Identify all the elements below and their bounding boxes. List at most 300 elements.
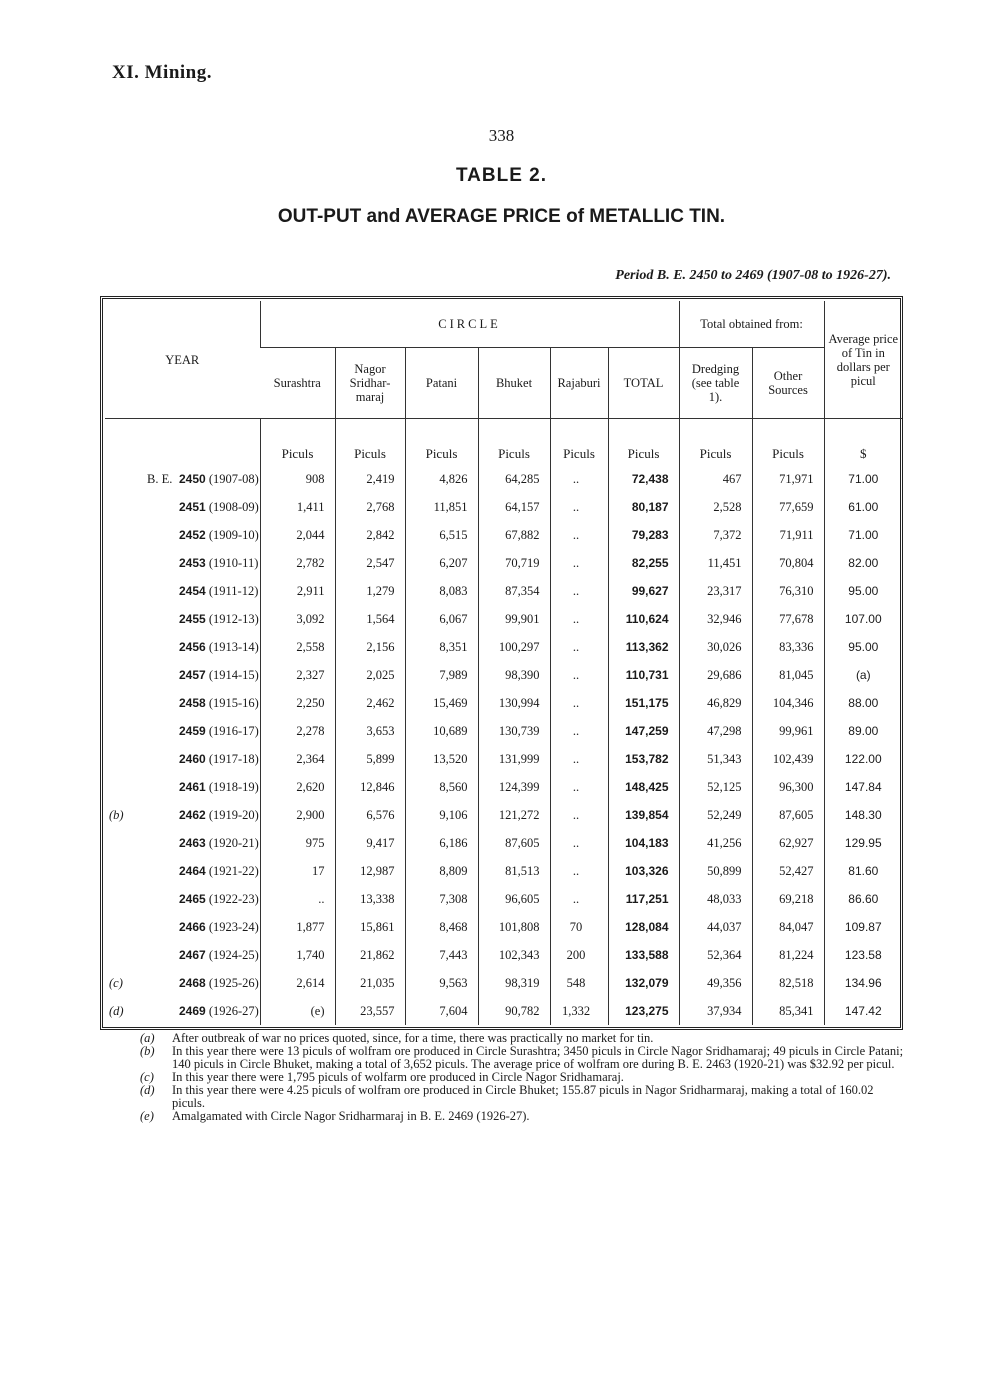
dredging-cell: 52,125: [679, 773, 752, 801]
table-title: OUT-PUT and AVERAGE PRICE of METALLIC TIN.: [277, 206, 726, 227]
table-row: [105, 913, 902, 941]
nagor-cell: 12,846: [335, 773, 405, 801]
surashtra-cell: 17: [260, 857, 335, 885]
table-row: [105, 465, 902, 493]
footnote-label: (a): [140, 1031, 155, 1045]
dredging-cell: 52,249: [679, 801, 752, 829]
header-total-obtained: Total obtained from:: [679, 301, 824, 348]
patani-cell: 8,351: [405, 633, 478, 661]
surashtra-cell: 3,092: [260, 605, 335, 633]
other-sources-cell: 71,971: [752, 465, 824, 493]
patani-cell: 8,468: [405, 913, 478, 941]
nagor-cell: 9,417: [335, 829, 405, 857]
rajaburi-cell: ..: [550, 605, 608, 633]
bhuket-cell: 67,882: [478, 521, 550, 549]
ce-period: (1917-18): [208, 751, 259, 766]
tin-output-table-frame: [100, 296, 903, 1030]
other-sources-cell: 87,605: [752, 801, 824, 829]
nagor-cell: 2,547: [335, 549, 405, 577]
rajaburi-cell: 1,332: [550, 997, 608, 1025]
nagor-cell: 2,419: [335, 465, 405, 493]
table-row: [105, 577, 902, 605]
total-cell: 72,438: [608, 465, 679, 493]
year-cell: [105, 829, 260, 857]
be-year: 2468: [179, 975, 206, 990]
dredging-cell: 37,934: [679, 997, 752, 1025]
other-sources-cell: 85,341: [752, 997, 824, 1025]
other-sources-cell: 52,427: [752, 857, 824, 885]
surashtra-cell: 2,278: [260, 717, 335, 745]
ce-period: (1918-19): [208, 779, 259, 794]
surashtra-cell: (e): [260, 997, 335, 1025]
year-cell: [105, 857, 260, 885]
surashtra-cell: 2,911: [260, 577, 335, 605]
rajaburi-cell: ..: [550, 857, 608, 885]
bhuket-cell: 90,782: [478, 997, 550, 1025]
be-year: 2452: [179, 527, 206, 542]
patani-cell: 9,106: [405, 801, 478, 829]
era-label: B. E.: [147, 471, 173, 486]
table-row: [105, 997, 902, 1025]
total-cell: 128,084: [608, 913, 679, 941]
year-cell: [105, 801, 260, 829]
average-price-cell: 95.00: [824, 633, 902, 661]
page-number: 338: [488, 126, 515, 145]
dredging-cell: 52,364: [679, 941, 752, 969]
ce-period: (1910-11): [208, 555, 259, 570]
bhuket-cell: 64,285: [478, 465, 550, 493]
unit-label: Piculs: [679, 419, 752, 466]
other-sources-cell: 96,300: [752, 773, 824, 801]
surashtra-cell: 975: [260, 829, 335, 857]
be-year: 2455: [179, 611, 206, 626]
be-year: 2465: [179, 891, 206, 906]
surashtra-cell: 2,614: [260, 969, 335, 997]
unit-label: Piculs: [752, 419, 824, 466]
total-cell: 79,283: [608, 521, 679, 549]
rajaburi-cell: ..: [550, 521, 608, 549]
row-note-mark: (d): [109, 1003, 124, 1018]
dredging-cell: 46,829: [679, 689, 752, 717]
be-year: 2467: [179, 947, 206, 962]
bhuket-cell: 101,808: [478, 913, 550, 941]
patani-cell: 8,083: [405, 577, 478, 605]
patani-cell: 13,520: [405, 745, 478, 773]
bhuket-cell: 81,513: [478, 857, 550, 885]
ce-period: (1922-23): [208, 891, 259, 906]
nagor-cell: 5,899: [335, 745, 405, 773]
dredging-cell: 44,037: [679, 913, 752, 941]
surashtra-cell: 908: [260, 465, 335, 493]
row-note-mark: (b): [109, 807, 124, 822]
year-cell: [105, 689, 260, 717]
unit-label: Piculs: [405, 419, 478, 466]
footnote-label: (c): [140, 1070, 154, 1084]
patani-cell: 8,809: [405, 857, 478, 885]
surashtra-cell: 2,364: [260, 745, 335, 773]
patani-cell: 7,989: [405, 661, 478, 689]
surashtra-cell: 2,327: [260, 661, 335, 689]
unit-label: $: [824, 419, 902, 466]
table-body: [105, 465, 902, 1025]
other-sources-cell: 70,804: [752, 549, 824, 577]
patani-cell: 6,207: [405, 549, 478, 577]
average-price-cell: 81.60: [824, 857, 902, 885]
nagor-cell: 2,156: [335, 633, 405, 661]
surashtra-cell: 2,620: [260, 773, 335, 801]
surashtra-cell: 1,740: [260, 941, 335, 969]
rajaburi-cell: ..: [550, 633, 608, 661]
be-year: 2466: [179, 919, 206, 934]
surashtra-cell: 1,877: [260, 913, 335, 941]
patani-cell: 7,604: [405, 997, 478, 1025]
nagor-cell: 21,035: [335, 969, 405, 997]
bhuket-cell: 130,994: [478, 689, 550, 717]
rajaburi-cell: ..: [550, 801, 608, 829]
nagor-cell: 2,842: [335, 521, 405, 549]
unit-label: Piculs: [335, 419, 405, 466]
header-rajaburi: Rajaburi: [550, 348, 608, 419]
surashtra-cell: 2,250: [260, 689, 335, 717]
year-cell: [105, 885, 260, 913]
year-cell: [105, 717, 260, 745]
dredging-cell: 50,899: [679, 857, 752, 885]
patani-cell: 6,186: [405, 829, 478, 857]
footnote: [140, 1110, 905, 1123]
year-cell: [105, 997, 260, 1025]
total-cell: 82,255: [608, 549, 679, 577]
footnotes: [140, 1032, 905, 1123]
footnote-text: In this year there were 13 piculs of wolfram ore produced in Circle Surashtra; 3450 piculs in Circle Nagor Sridhamaraj; 49 piculs in Circle Patani; 140 piculs in Circle Bhuket, making a total of 3,652 piculs. The average price of wolfram ore during B. E. 2463 (1920-21) was $32.92 per picul.: [172, 1044, 904, 1071]
average-price-cell: 148.30: [824, 801, 902, 829]
ce-period: (1924-25): [208, 947, 259, 962]
average-price-cell: 89.00: [824, 717, 902, 745]
be-year: 2462: [179, 807, 206, 822]
table-label: TABLE 2.: [455, 165, 548, 186]
rajaburi-cell: ..: [550, 577, 608, 605]
nagor-cell: 6,576: [335, 801, 405, 829]
total-cell: 110,731: [608, 661, 679, 689]
ce-period: (1926-27): [208, 1003, 259, 1018]
average-price-cell: 123.58: [824, 941, 902, 969]
header-year: YEAR: [165, 352, 200, 367]
dredging-cell: 23,317: [679, 577, 752, 605]
year-cell: [105, 661, 260, 689]
nagor-cell: 21,862: [335, 941, 405, 969]
rajaburi-cell: ..: [550, 717, 608, 745]
other-sources-cell: 71,911: [752, 521, 824, 549]
header-circle: CIRCLE: [260, 301, 679, 348]
total-cell: 151,175: [608, 689, 679, 717]
section-header: XI. Mining.: [112, 62, 212, 83]
bhuket-cell: 130,739: [478, 717, 550, 745]
footnote-label: (e): [140, 1109, 154, 1123]
other-sources-cell: 62,927: [752, 829, 824, 857]
patani-cell: 7,443: [405, 941, 478, 969]
surashtra-cell: 2,558: [260, 633, 335, 661]
nagor-cell: 2,768: [335, 493, 405, 521]
table-row: [105, 689, 902, 717]
average-price-cell: 147.42: [824, 997, 902, 1025]
bhuket-cell: 99,901: [478, 605, 550, 633]
year-cell: [105, 633, 260, 661]
patani-cell: 15,469: [405, 689, 478, 717]
table-row: [105, 745, 902, 773]
total-cell: 104,183: [608, 829, 679, 857]
be-year: 2463: [179, 835, 206, 850]
table-row: [105, 493, 902, 521]
be-year: 2459: [179, 723, 206, 738]
header-total: TOTAL: [608, 348, 679, 419]
surashtra-cell: ..: [260, 885, 335, 913]
ce-period: (1911-12): [208, 583, 259, 598]
bhuket-cell: 87,605: [478, 829, 550, 857]
total-cell: 123,275: [608, 997, 679, 1025]
rajaburi-cell: ..: [550, 773, 608, 801]
table-row: [105, 969, 902, 997]
total-cell: 153,782: [608, 745, 679, 773]
table-row: [105, 801, 902, 829]
total-cell: 133,588: [608, 941, 679, 969]
table-row: [105, 885, 902, 913]
other-sources-cell: 77,678: [752, 605, 824, 633]
other-sources-cell: 69,218: [752, 885, 824, 913]
footnote-label: (b): [140, 1044, 155, 1058]
ce-period: (1913-14): [208, 639, 259, 654]
be-year: 2458: [179, 695, 206, 710]
total-cell: 110,624: [608, 605, 679, 633]
other-sources-cell: 99,961: [752, 717, 824, 745]
average-price-cell: 122.00: [824, 745, 902, 773]
patani-cell: 6,515: [405, 521, 478, 549]
nagor-cell: 23,557: [335, 997, 405, 1025]
footnote-text: In this year there were 4.25 piculs of wolfram ore produced in Circle Bhuket; 155.87 piculs in Nagor Sridharmaraj, making a total of 160.02 piculs.: [172, 1083, 874, 1110]
year-cell: [105, 969, 260, 997]
nagor-cell: 1,564: [335, 605, 405, 633]
ce-period: (1908-09): [208, 499, 259, 514]
header-nagor: Nagor Sridhar-maraj: [335, 348, 405, 419]
bhuket-cell: 98,390: [478, 661, 550, 689]
total-cell: 132,079: [608, 969, 679, 997]
table-row: [105, 661, 902, 689]
other-sources-cell: 84,047: [752, 913, 824, 941]
average-price-cell: 86.60: [824, 885, 902, 913]
table-row: [105, 521, 902, 549]
be-year: 2454: [179, 583, 206, 598]
average-price-cell: 71.00: [824, 521, 902, 549]
ce-period: (1921-22): [208, 863, 259, 878]
total-cell: 117,251: [608, 885, 679, 913]
ce-period: (1919-20): [208, 807, 259, 822]
average-price-cell: 134.96: [824, 969, 902, 997]
rajaburi-cell: ..: [550, 661, 608, 689]
average-price-cell: 82.00: [824, 549, 902, 577]
year-cell: [105, 577, 260, 605]
be-year: 2456: [179, 639, 206, 654]
bhuket-cell: 70,719: [478, 549, 550, 577]
other-sources-cell: 81,224: [752, 941, 824, 969]
patani-cell: 7,308: [405, 885, 478, 913]
table-row: [105, 829, 902, 857]
be-year: 2457: [179, 667, 206, 682]
unit-label: Piculs: [608, 419, 679, 466]
table-row: [105, 549, 902, 577]
table-row: [105, 773, 902, 801]
tin-output-table: [105, 301, 902, 1025]
unit-label: Piculs: [478, 419, 550, 466]
year-cell: [105, 521, 260, 549]
nagor-cell: 1,279: [335, 577, 405, 605]
other-sources-cell: 82,518: [752, 969, 824, 997]
ce-period: (1909-10): [208, 527, 259, 542]
rajaburi-cell: ..: [550, 493, 608, 521]
dredging-cell: 49,356: [679, 969, 752, 997]
patani-cell: 10,689: [405, 717, 478, 745]
bhuket-cell: 64,157: [478, 493, 550, 521]
average-price-cell: 129.95: [824, 829, 902, 857]
ce-period: (1916-17): [208, 723, 259, 738]
be-year: 2451: [179, 499, 206, 514]
dredging-cell: 11,451: [679, 549, 752, 577]
dredging-cell: 467: [679, 465, 752, 493]
dredging-cell: 41,256: [679, 829, 752, 857]
surashtra-cell: 2,782: [260, 549, 335, 577]
average-price-cell: (a): [824, 661, 902, 689]
total-cell: 113,362: [608, 633, 679, 661]
surashtra-cell: 1,411: [260, 493, 335, 521]
year-cell: [105, 549, 260, 577]
bhuket-cell: 100,297: [478, 633, 550, 661]
nagor-cell: 2,462: [335, 689, 405, 717]
other-sources-cell: 104,346: [752, 689, 824, 717]
average-price-cell: 88.00: [824, 689, 902, 717]
patani-cell: 4,826: [405, 465, 478, 493]
ce-period: (1925-26): [208, 975, 259, 990]
total-cell: 148,425: [608, 773, 679, 801]
table-row: [105, 857, 902, 885]
year-cell: [105, 493, 260, 521]
nagor-cell: 2,025: [335, 661, 405, 689]
total-cell: 103,326: [608, 857, 679, 885]
ce-period: (1914-15): [208, 667, 259, 682]
year-cell: [105, 773, 260, 801]
other-sources-cell: 83,336: [752, 633, 824, 661]
table-row: [105, 605, 902, 633]
header-average-price: Average price of Tin in dollars per picul: [824, 301, 902, 419]
ce-period: (1920-21): [208, 835, 259, 850]
average-price-cell: 109.87: [824, 913, 902, 941]
unit-label: Piculs: [550, 419, 608, 466]
nagor-cell: 13,338: [335, 885, 405, 913]
table-row: [105, 941, 902, 969]
nagor-cell: 15,861: [335, 913, 405, 941]
total-cell: 99,627: [608, 577, 679, 605]
be-year: 2460: [179, 751, 206, 766]
patani-cell: 8,560: [405, 773, 478, 801]
rajaburi-cell: 548: [550, 969, 608, 997]
year-cell: [105, 745, 260, 773]
bhuket-cell: 96,605: [478, 885, 550, 913]
header-dredging: Dredging (see table 1).: [679, 348, 752, 419]
other-sources-cell: 81,045: [752, 661, 824, 689]
be-year: 2453: [179, 555, 206, 570]
rajaburi-cell: ..: [550, 689, 608, 717]
nagor-cell: 12,987: [335, 857, 405, 885]
header-surashtra: Surashtra: [273, 376, 321, 390]
ce-period: (1907-08): [208, 471, 259, 486]
year-cell: [105, 465, 260, 493]
table-header: [105, 301, 902, 465]
row-note-mark: (c): [109, 975, 123, 990]
rajaburi-cell: 200: [550, 941, 608, 969]
bhuket-cell: 87,354: [478, 577, 550, 605]
dredging-cell: 47,298: [679, 717, 752, 745]
patani-cell: 11,851: [405, 493, 478, 521]
dredging-cell: 32,946: [679, 605, 752, 633]
header-patani: Patani: [405, 348, 478, 419]
average-price-cell: 147.84: [824, 773, 902, 801]
bhuket-cell: 124,399: [478, 773, 550, 801]
bhuket-cell: 98,319: [478, 969, 550, 997]
footnote-label: (d): [140, 1083, 155, 1097]
be-year: 2469: [179, 1003, 206, 1018]
be-year: 2450: [179, 471, 206, 486]
unit-label: Piculs: [260, 419, 335, 466]
footnote: [140, 1045, 905, 1071]
other-sources-cell: 102,439: [752, 745, 824, 773]
total-cell: 147,259: [608, 717, 679, 745]
bhuket-cell: 121,272: [478, 801, 550, 829]
surashtra-cell: 2,900: [260, 801, 335, 829]
other-sources-cell: 76,310: [752, 577, 824, 605]
average-price-cell: 95.00: [824, 577, 902, 605]
be-year: 2461: [179, 779, 206, 794]
header-bhuket: Bhuket: [478, 348, 550, 419]
footnote-text: In this year there were 1,795 piculs of wolfarm ore produced in Circle Nagor Sridhamaraj.: [172, 1070, 624, 1084]
total-cell: 139,854: [608, 801, 679, 829]
patani-cell: 9,563: [405, 969, 478, 997]
footnote: [140, 1084, 905, 1110]
nagor-cell: 3,653: [335, 717, 405, 745]
average-price-cell: 71.00: [824, 465, 902, 493]
rajaburi-cell: 70: [550, 913, 608, 941]
ce-period: (1912-13): [208, 611, 259, 626]
ce-period: (1923-24): [208, 919, 259, 934]
period-caption: Period B. E. 2450 to 2469 (1907-08 to 1926-27).: [615, 268, 891, 283]
rajaburi-cell: ..: [550, 745, 608, 773]
rajaburi-cell: ..: [550, 829, 608, 857]
bhuket-cell: 102,343: [478, 941, 550, 969]
other-sources-cell: 77,659: [752, 493, 824, 521]
patani-cell: 6,067: [405, 605, 478, 633]
dredging-cell: 48,033: [679, 885, 752, 913]
surashtra-cell: 2,044: [260, 521, 335, 549]
table-row: [105, 633, 902, 661]
rajaburi-cell: ..: [550, 885, 608, 913]
footnote-text: After outbreak of war no prices quoted, since, for a time, there was practically no market for tin.: [172, 1031, 654, 1045]
footnote-text: Amalgamated with Circle Nagor Sridharmaraj in B. E. 2469 (1926-27).: [172, 1109, 530, 1123]
unit-blank: [105, 419, 260, 466]
average-price-cell: 107.00: [824, 605, 902, 633]
dredging-cell: 30,026: [679, 633, 752, 661]
dredging-cell: 2,528: [679, 493, 752, 521]
bhuket-cell: 131,999: [478, 745, 550, 773]
rajaburi-cell: ..: [550, 549, 608, 577]
dredging-cell: 29,686: [679, 661, 752, 689]
rajaburi-cell: ..: [550, 465, 608, 493]
be-year: 2464: [179, 863, 206, 878]
dredging-cell: 51,343: [679, 745, 752, 773]
